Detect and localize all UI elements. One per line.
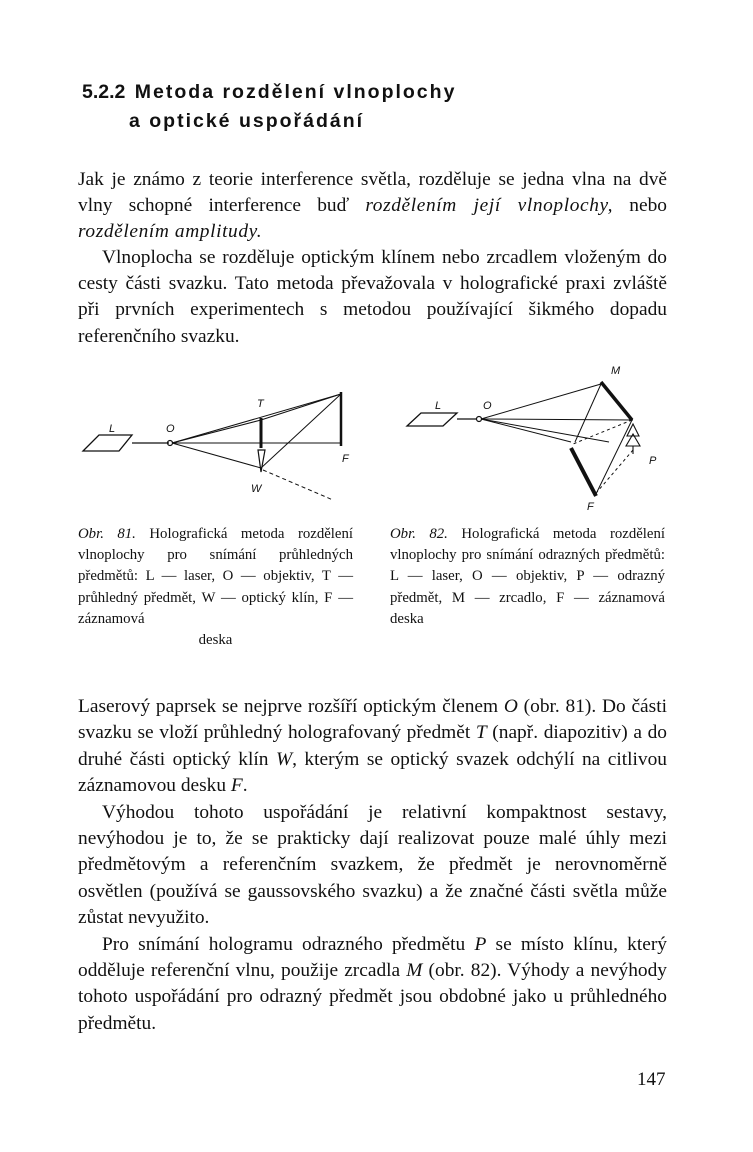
text-run: nebo — [613, 195, 667, 217]
label-L: L — [109, 423, 116, 435]
page-number: 147 — [637, 1069, 666, 1090]
caption-text: Holografická metoda rozdělení vlnoplochy pro snímání odrazných předmětů: L — laser, O — objektiv, P — odrazný předmět, M — zrcadlo, F — záznamová deska — [390, 526, 665, 627]
optical-wedge — [258, 450, 265, 472]
beam-ray — [595, 420, 632, 496]
symbol-F: F — [230, 775, 243, 797]
laser-shape — [83, 435, 132, 451]
beam-ray — [481, 419, 633, 420]
label-F: F — [587, 501, 594, 513]
main-paragraph-2: Výhodou tohoto uspořádání je relativní kompaktnost sestavy, nevýhodou je to, že se prakticky dají realizovat pouze malé úhly mezi předmětovým a referenčním svazkem, že předmět je nerovnoměrně osvětlen (používá se gaussovského svazku) a že značné části světla může zůstat nevyužito. — [78, 801, 667, 929]
main-paragraph-1 — [78, 694, 667, 800]
main-paragraph-3 — [78, 932, 667, 1038]
text-run: , kterým se optický svazek odchýlí na citlivou záznamovou desku — [78, 748, 668, 797]
main-text — [78, 694, 667, 1037]
beam-ray — [481, 384, 601, 419]
objective-lens — [477, 417, 482, 422]
beam-ray — [172, 443, 261, 468]
symbol-T: T — [475, 722, 487, 744]
intro-text — [78, 167, 667, 350]
text-run: Laserový paprsek se nejprve rozšíří optickým členem — [78, 696, 504, 717]
mirror — [601, 382, 632, 420]
symbol-P: P — [474, 933, 487, 955]
text-run: (obr. 82). Výhody a nevýhody tohoto uspořádání pro odrazný předmět jsou obdobné jako u průhledného předmětu. — [78, 960, 667, 1034]
section-heading — [82, 78, 456, 136]
italic-term: rozdělením její vlnoplochy, — [365, 195, 614, 217]
italic-term: rozdělením amplitudy. — [78, 221, 263, 243]
label-W: W — [251, 483, 262, 495]
label-P: P — [649, 455, 657, 467]
text-run: Pro snímání hologramu odrazného předmětu — [102, 933, 475, 955]
label-L: L — [435, 400, 442, 412]
section-title-line2: a optické uspořádání — [129, 110, 365, 132]
symbol-O: O — [503, 696, 518, 717]
laser-shape — [407, 413, 457, 426]
caption-text: Holografická metoda rozdělení vlnoplochy pro snímání průhledných předmětů: L — laser, O — objektiv, T — průhledný předmět, W — optický klín, F — záznamová — [78, 526, 353, 627]
figure-81-diagram — [75, 382, 365, 512]
section-title-line1: Metoda rozdělení vlnoplochy — [134, 81, 457, 103]
label-M: M — [611, 365, 621, 377]
beam-ray — [597, 450, 633, 492]
label-T: T — [257, 398, 264, 410]
beam-ray — [575, 384, 601, 442]
text-run: (obr. 81). Do části svazku se vloží průhledný holografovaný předmět — [78, 696, 667, 744]
text-run: (např. diapozitiv) a do druhé části optický klín — [78, 722, 667, 770]
intro-paragraph-1 — [78, 167, 667, 245]
symbol-M: M — [406, 960, 423, 982]
beam-ray — [481, 419, 609, 442]
label-F: F — [342, 453, 349, 465]
section-number: 5.2.2 — [82, 81, 126, 103]
text-run: Jak je známo z teorie interference světla, rozděluje se jedna vlna na dvě vlny schopné interference buď — [78, 169, 667, 217]
text-run: se místo klínu, který odděluje referenční vlnu, použije zrcadla — [78, 933, 667, 982]
intro-paragraph-2: Vlnoplocha se rozděluje optickým klínem nebo zrcadlem vloženým do cesty části svazku. Tato metoda převažovala v holografické praxi zvláště při prvních experimentech s metodou používající šikmého dopadu referenčního svazku. — [78, 247, 667, 347]
caption-label: Obr. 82. — [390, 526, 448, 542]
wedge-leader — [263, 470, 333, 500]
symbol-W: W — [275, 748, 293, 770]
beam-ray — [261, 394, 341, 420]
caption-label: Obr. 81. — [78, 526, 136, 542]
beam-ray — [481, 419, 571, 442]
beam-ray — [172, 420, 261, 443]
label-O: O — [166, 423, 175, 435]
label-O: O — [483, 400, 492, 412]
figure-82-caption — [390, 524, 665, 630]
figure-81-caption — [78, 524, 353, 651]
text-run: . — [242, 775, 248, 797]
figure-82-diagram — [395, 362, 675, 522]
recording-plate — [571, 448, 596, 496]
caption-last-line: deska — [198, 632, 233, 649]
